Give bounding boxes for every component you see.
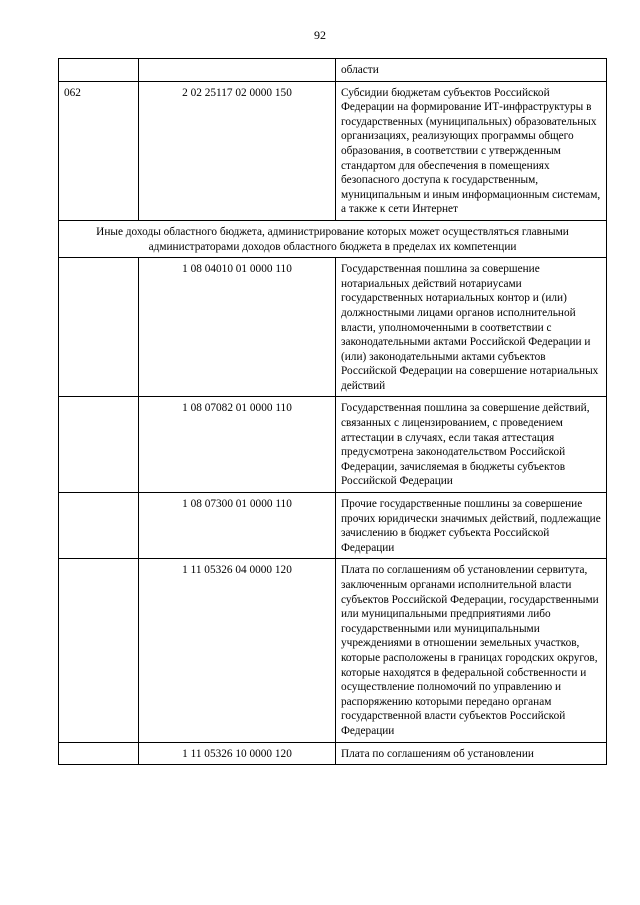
revenue-code-cell: 2 02 25117 02 0000 150 (139, 81, 336, 220)
revenue-name-cell: Субсидии бюджетам субъектов Российской Федерации на формирование ИТ-инфраструктуры в государственных (муниципальных) образовательных организациях, реализующих программы общего образования, в соответствии с утвержденным стандартом для обеспечения в помещениях безопасного доступа к государственным, муниципальным и иным информационным системам, а также к сети Интернет (336, 81, 607, 220)
table-row (59, 258, 607, 397)
table-row (59, 81, 607, 220)
admin-code-cell (59, 397, 139, 493)
revenue-name-cell: Прочие государственные пошлины за совершение прочих юридически значимых действий, подлежащие зачислению в бюджет субъекта Российской Федерации (336, 493, 607, 559)
revenue-code-cell: 1 08 07082 01 0000 110 (139, 397, 336, 493)
revenue-name-cell: Государственная пошлина за совершение нотариальных действий нотариусами государственных нотариальных контор и (или) должностными лицами органов исполнительной власти, уполномоченными в соответствии с законодательными актами Российской Федерации и (или) законодательными актами субъектов Российской Федерации на совершение нотариальных действий (336, 258, 607, 397)
revenue-name-cell: Государственная пошлина за совершение действий, связанных с лицензированием, с проведением аттестации в случаях, если такая аттестация предусмотрена законодательством Российской Федерации, зачисляемая в бюджеты субъектов Российской Федерации (336, 397, 607, 493)
table-row (59, 559, 607, 742)
admin-code-cell (59, 559, 139, 742)
table-row (59, 59, 607, 82)
page-number: 92 (314, 28, 326, 42)
revenue-code-cell: 1 11 05326 10 0000 120 (139, 742, 336, 765)
table-row (59, 493, 607, 559)
section-heading: Иные доходы областного бюджета, администрирование которых может осуществляться главными администраторами доходов областного бюджета в пределах их компетенции (59, 220, 607, 257)
admin-code-cell (59, 742, 139, 765)
revenue-name-cell: области (336, 59, 607, 82)
table-row (59, 397, 607, 493)
admin-code-cell (59, 258, 139, 397)
revenue-name-cell: Плата по соглашениям об установлении (336, 742, 607, 765)
admin-code-cell (59, 59, 139, 82)
revenue-code-cell: 1 08 07300 01 0000 110 (139, 493, 336, 559)
revenue-code-cell (139, 59, 336, 82)
revenue-classification-table (58, 58, 607, 765)
revenue-code-cell: 1 08 04010 01 0000 110 (139, 258, 336, 397)
section-heading-row (59, 220, 607, 257)
revenue-code-cell: 1 11 05326 04 0000 120 (139, 559, 336, 742)
admin-code-cell (59, 493, 139, 559)
table-row (59, 742, 607, 765)
admin-code-cell: 062 (59, 81, 139, 220)
revenue-name-cell: Плата по соглашениям об установлении сервитута, заключенным органами исполнительной власти субъектов Российской Федерации, государственными или муниципальными предприятиями либо государственными или муниципальными учреждениями в отношении земельных участков, которые расположены в границах городских округов, которые находятся в федеральной собственности и осуществление полномочий по управлению и распоряжению которыми передано органам государственной власти субъектов Российской Федерации (336, 559, 607, 742)
